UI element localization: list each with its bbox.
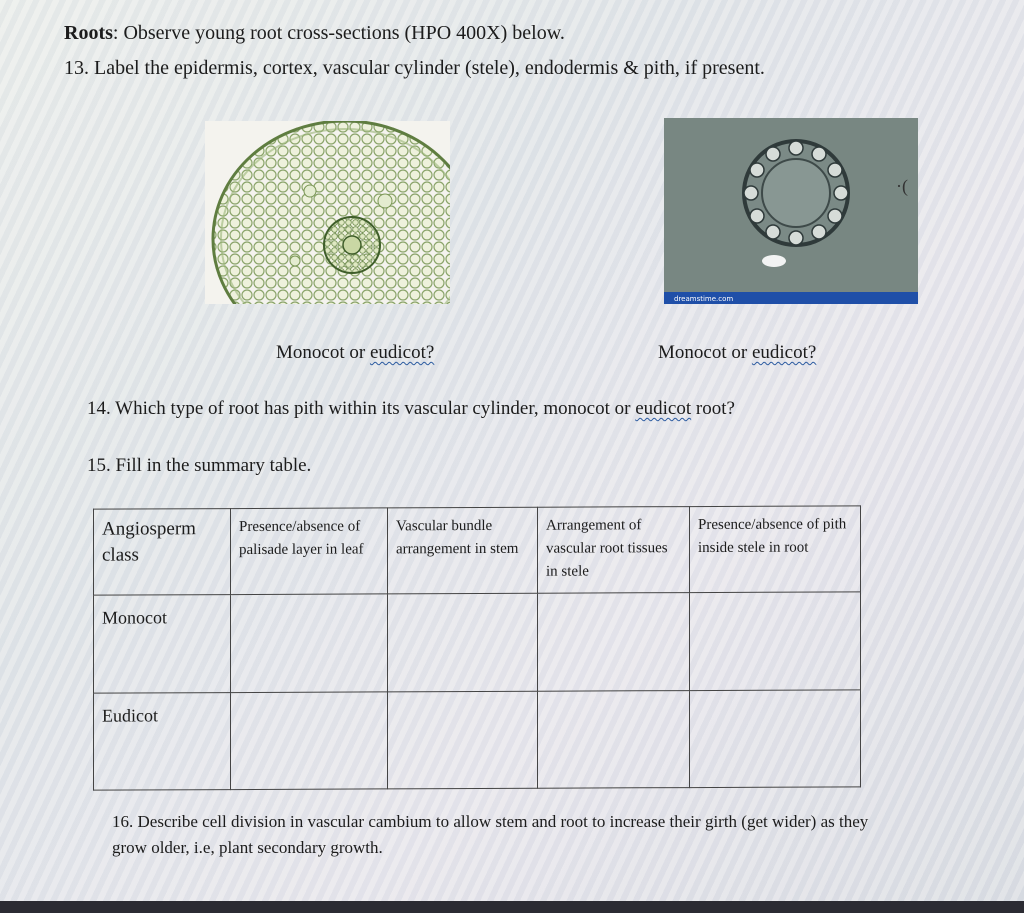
header-pith-presence: Presence/absence of pith inside stele in root bbox=[690, 506, 861, 593]
cell-monocot-palisade[interactable] bbox=[231, 594, 388, 692]
handwritten-mark: ·( bbox=[896, 176, 908, 196]
section-title-bold: Roots bbox=[64, 22, 113, 44]
left-image-caption bbox=[276, 342, 434, 364]
question-14 bbox=[87, 398, 735, 420]
root-micrograph-left bbox=[205, 121, 450, 304]
section-title-rest: : Observe young root cross-sections (HPO 400X) below. bbox=[112, 22, 565, 44]
root-section-illustration-right bbox=[664, 118, 918, 304]
header-root-tissue-arrangement: Arrangement of vascular root tissues in stele bbox=[538, 507, 690, 594]
cell-eudicot-vascular-bundle[interactable] bbox=[388, 691, 538, 789]
watermark-text: dreamstime.com bbox=[674, 295, 734, 303]
row-label-eudicot: Eudicot bbox=[94, 692, 231, 790]
root-section-illustration-left bbox=[205, 121, 450, 304]
question-14-suffix: root? bbox=[691, 398, 735, 419]
header-angiosperm-class: Angiosperm class bbox=[94, 509, 231, 596]
cell-monocot-pith[interactable] bbox=[690, 592, 861, 690]
question-14-prefix: 14. Which type of root has pith within its vascular cylinder, monocot or bbox=[87, 398, 636, 419]
question-13: 13. Label the epidermis, cortex, vascular cylinder (stele), endodermis & pith, if present. bbox=[64, 57, 765, 79]
header-palisade-layer: Presence/absence of palisade layer in leaf bbox=[231, 508, 388, 595]
root-micrograph-right bbox=[664, 118, 918, 304]
right-image-caption bbox=[658, 342, 816, 364]
header-vascular-bundle: Vascular bundle arrangement in stem bbox=[388, 507, 538, 594]
cell-eudicot-root-tissue[interactable] bbox=[538, 690, 690, 788]
right-caption-word: eudicot? bbox=[751, 342, 817, 363]
cell-monocot-root-tissue[interactable] bbox=[538, 593, 690, 691]
cell-monocot-vascular-bundle[interactable] bbox=[388, 594, 538, 692]
cell-eudicot-pith[interactable] bbox=[690, 689, 861, 787]
right-caption-prefix: Monocot or bbox=[658, 342, 752, 363]
left-caption-word: eudicot? bbox=[369, 342, 435, 363]
table-row bbox=[94, 689, 861, 790]
question-15: 15. Fill in the summary table. bbox=[87, 455, 312, 476]
left-caption-prefix: Monocot or bbox=[276, 342, 370, 363]
summary-table bbox=[93, 505, 861, 790]
screen-bezel bbox=[0, 901, 1024, 913]
cell-eudicot-palisade[interactable] bbox=[231, 692, 388, 790]
section-title bbox=[64, 22, 565, 45]
question-16: 16. Describe cell division in vascular cambium to allow stem and root to increase their girth (get wider) as they grow older, i.e, plant secondary growth. bbox=[112, 812, 869, 857]
table-row bbox=[94, 592, 861, 693]
row-label-monocot: Monocot bbox=[94, 595, 231, 693]
question-14-word: eudicot bbox=[635, 398, 692, 419]
table-header-row bbox=[94, 506, 861, 596]
